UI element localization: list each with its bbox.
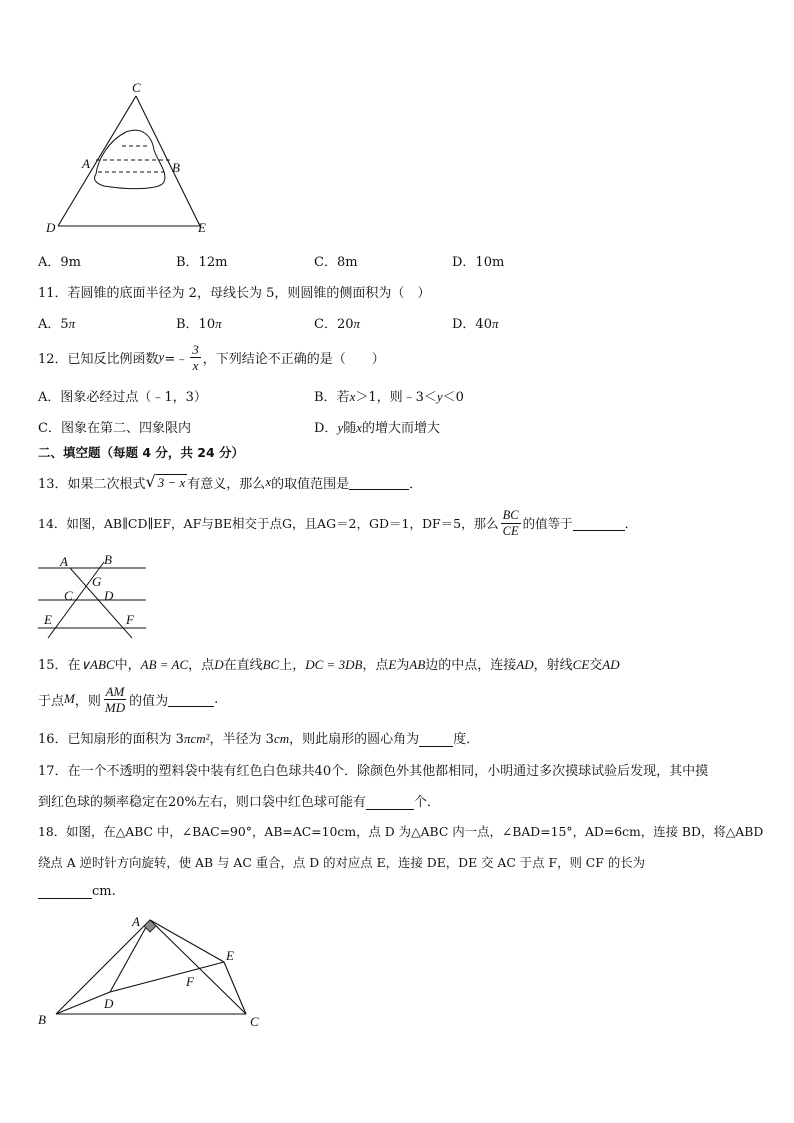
q10-option-c: C．8m	[314, 255, 358, 270]
q14-label-c: C	[64, 588, 73, 603]
q15-fraction: $\frac{AM}{MD}$	[104, 683, 126, 715]
q14-figure	[34, 552, 154, 642]
q10-figure	[38, 78, 228, 238]
q16-stem: 16．已知扇形的面积为 3πcm²，半径为 3cm，则此扇形的圆心角为 度．	[38, 731, 480, 747]
q12-option-b: B．若x＞1，则﹣3＜y＜0	[314, 389, 464, 405]
q14-fraction: $\frac{BC}{CE}$	[502, 507, 519, 538]
q14-label-d: D	[104, 588, 114, 603]
q18-line-2: 绕点 A 逆时针方向旋转，使 AB 与 AC 重合，点 D 的对应点 E，连接 DE，DE 交 AC 于点 F，则 CF 的长为	[38, 855, 645, 870]
q14-label-e: E	[44, 612, 52, 627]
q18-label-b: B	[38, 1012, 46, 1027]
q11-option-b: B．10π	[176, 316, 222, 332]
q14-label-g: G	[92, 574, 102, 589]
q18-label-a: A	[132, 914, 140, 929]
q17-line-2: 到红色球的频率稳定在20%左右，则口袋中红色球可能有 个．	[38, 795, 440, 810]
q10-option-b: B．12m	[176, 255, 228, 270]
q10-label-a: A	[82, 156, 90, 171]
q14-answer-blank[interactable]	[573, 516, 625, 531]
q10-label-e: E	[198, 220, 206, 235]
q18-answer-blank[interactable]	[38, 884, 92, 899]
section-2-title: 二、填空题（每题 4 分，共 24 分）	[38, 445, 245, 460]
q13-stem: 13．如果二次根式 √ 3 − x 有意义，那么 x 的取值范围是 ．	[38, 472, 423, 492]
q11-option-d: D．40π	[452, 316, 499, 332]
q15-answer-blank[interactable]	[168, 692, 214, 707]
q13-radical: √ 3 − x	[145, 472, 186, 491]
q18-line-3: cm.	[38, 884, 116, 899]
q14-label-a: A	[60, 554, 68, 569]
q13-answer-blank[interactable]	[349, 475, 409, 490]
q17-line-1: 17．在一个不透明的塑料袋中装有红色白色球共40个．除颜色外其他都相同，小明通过多次摸球试验后发现，其中摸	[38, 764, 709, 779]
q15-line-1: 15．在∨ABC中，AB = AC，点D在直线BC上，DC = 3DB，点E为AB边的中点，连接AD，射线CE交AD	[38, 657, 620, 673]
q10-label-d: D	[46, 220, 56, 235]
q11-stem: 11．若圆锥的底面半径为 2，母线长为 5，则圆锥的侧面积为（ ）	[38, 286, 431, 301]
q12-fraction: $\frac{3}{x}$	[192, 341, 199, 373]
q18-label-f: F	[186, 974, 194, 989]
q17-answer-blank[interactable]	[366, 795, 414, 810]
q10-label-c: C	[132, 80, 141, 95]
q10-label-b: B	[172, 160, 180, 175]
q12-option-d: D．y随x的增大而增大	[314, 420, 441, 436]
q12-option-c: C．图象在第二、四象限内	[38, 421, 191, 436]
q10-option-d: D．10m	[452, 255, 505, 270]
q12-option-a: A．图象必经过点（﹣1，3）	[38, 390, 207, 405]
q18-label-e: E	[226, 948, 234, 963]
q11-option-a: A．5π	[38, 316, 76, 332]
q12-stem: 12．已知反比例函数 y =﹣ $\frac{3}{x}$ ，下列结论不正确的是（ ）	[38, 341, 385, 373]
q18-figure	[34, 908, 274, 1034]
q10-option-a: A．9m	[38, 255, 81, 270]
q16-answer-blank[interactable]	[419, 732, 453, 747]
q14-stem: 14．如图，AB∥CD∥EF，AF与BE相交于点G，且AG＝2，GD＝1，DF＝5，那么 $\frac{BC}{CE}$ 的值等于 ．	[38, 507, 638, 538]
q11-option-c: C．20π	[314, 316, 361, 332]
q18-label-d: D	[104, 996, 114, 1011]
q18-line-1: 18．如图，在△ABC 中，∠BAC=90°，AB=AC=10cm，点 D 为△ABC 内一点，∠BAD=15°，AD=6cm，连接 BD，将△ABD	[38, 824, 764, 839]
q14-label-f: F	[126, 612, 134, 627]
q15-line-2: 于点 M ，则 $\frac{AM}{MD}$ 的值为 .	[38, 683, 219, 715]
q18-label-c: C	[250, 1014, 259, 1029]
q14-label-b: B	[104, 552, 112, 567]
